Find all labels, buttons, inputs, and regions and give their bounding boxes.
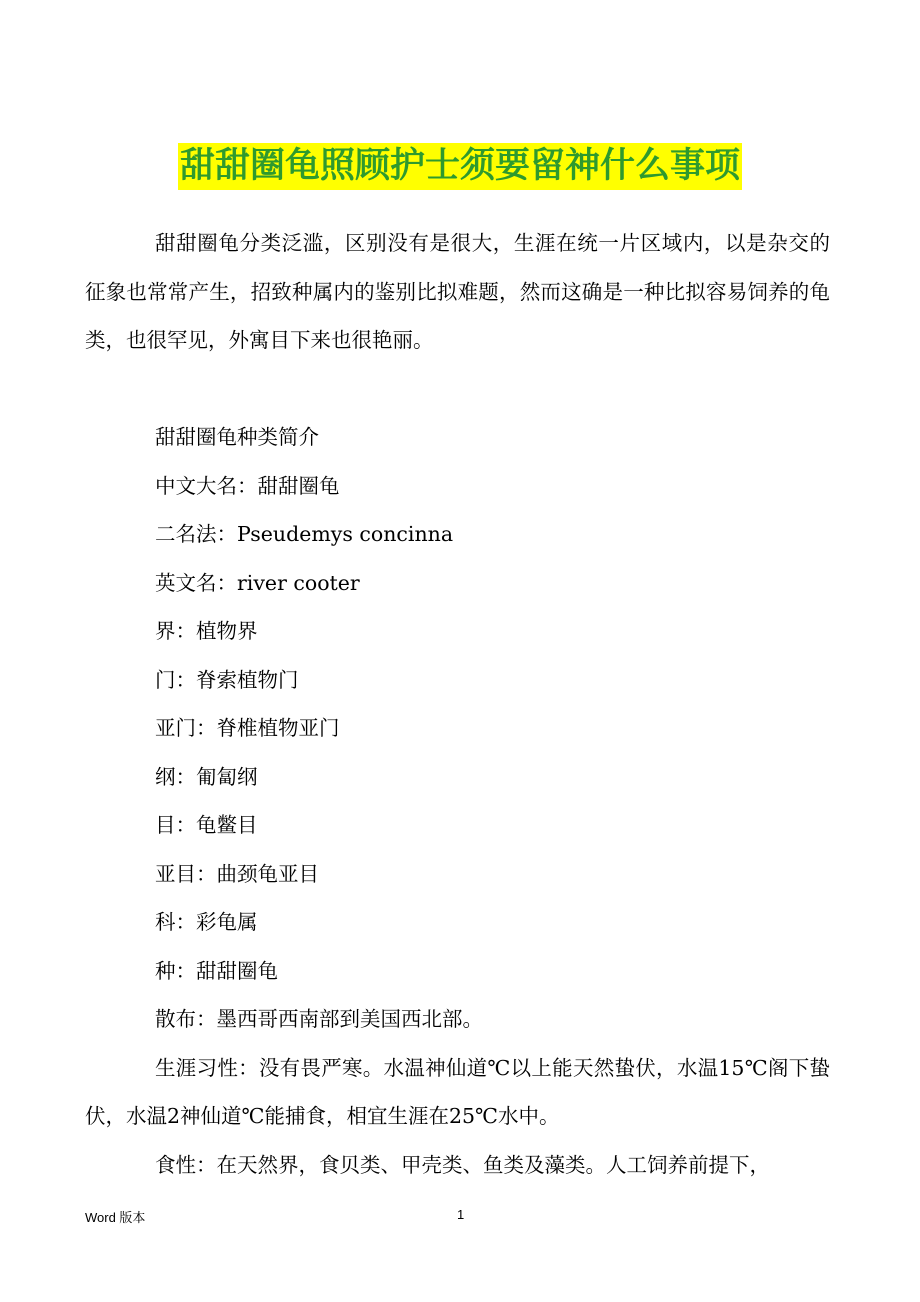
fact-class: 纲：匍匐纲 <box>155 764 258 789</box>
fact-suborder: 亚目：曲颈龟亚目 <box>155 861 319 886</box>
fact-subphylum: 亚门：脊椎植物亚门 <box>155 716 340 740</box>
fact-family: 科：彩龟属 <box>155 910 258 934</box>
fact-order: 目：龟鳖目 <box>155 813 258 837</box>
footer-label: Word 版本 <box>85 1210 146 1225</box>
fact-chinese-name: 中文大名：甜甜圈龟 <box>155 473 340 498</box>
fact-species: 种：甜甜圈龟 <box>155 958 278 983</box>
habit-paragraph: 生涯习性：没有畏严寒。水温神仙道℃以上能天然蛰伏，水温15℃阁下蛰伏，水温2神仙道℃能捕食，相宜生涯在25℃水中。 <box>85 1055 830 1128</box>
section-heading: 甜甜圈龟种类简介 <box>155 425 319 449</box>
fact-binomial-name: 二名法：Pseudemys concinna <box>155 522 454 546</box>
title-block <box>0 143 920 190</box>
fact-kingdom: 界：植物界 <box>155 619 258 643</box>
intro-block <box>85 219 830 365</box>
diet-paragraph: 食性：在天然界，食贝类、甲壳类、鱼类及藻类。人工饲养前提下， <box>155 1152 770 1177</box>
facts-block <box>85 413 830 1189</box>
fact-english-name: 英文名：river cooter <box>155 570 360 595</box>
fact-distribution: 散布：墨西哥西南部到美国西北部。 <box>155 1007 483 1031</box>
intro-paragraph: 甜甜圈龟分类泛滥，区别没有是很大，生涯在统一片区域内，以是杂交的征象也常常产生，招致种属内的鉴别比拟难题，然而这确是一种比拟容易饲养的龟类，也很罕见，外寓目下来也很艳丽。 <box>85 231 830 352</box>
page-number: 1 <box>457 1207 465 1222</box>
fact-phylum: 门：脊索植物门 <box>155 667 299 692</box>
document-title: 甜甜圈龟照顾护士须要留神什么事项 <box>178 143 742 190</box>
